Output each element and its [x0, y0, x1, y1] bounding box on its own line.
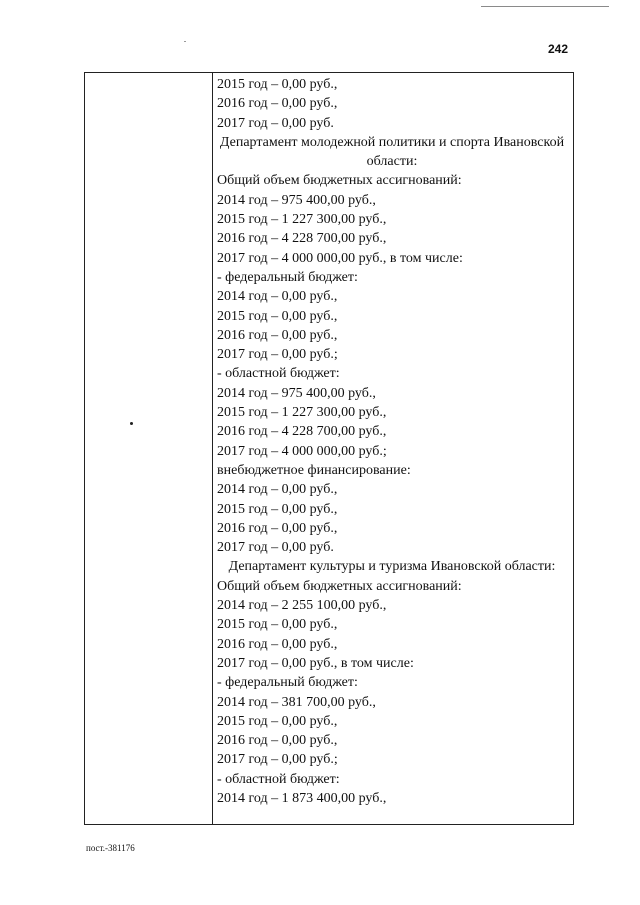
text-line: 2017 год – 4 000 000,00 руб.; — [217, 443, 387, 459]
footer-code: пост.-381176 — [86, 843, 135, 853]
text-line: 2014 год – 2 255 100,00 руб., — [217, 598, 387, 614]
top-rule — [481, 6, 609, 7]
text-line: 2017 год – 0,00 руб. — [217, 115, 334, 131]
text-line: 2015 год – 0,00 руб., — [217, 617, 338, 633]
text-line: Общий объем бюджетных ассигнований: — [217, 578, 462, 594]
text-line: 2016 год – 0,00 руб., — [217, 520, 338, 536]
text-line: 2016 год – 4 228 700,00 руб., — [217, 231, 387, 247]
scan-speck — [130, 422, 133, 425]
document-table — [84, 72, 574, 825]
text-line: 2015 год – 0,00 руб., — [217, 713, 338, 729]
page-number: 242 — [548, 42, 569, 56]
text-line: 2015 год – 0,00 руб., — [217, 77, 338, 92]
text-line: - федеральный бюджет: — [217, 269, 358, 285]
text-line: 2014 год – 1 873 400,00 руб., — [217, 790, 387, 806]
department-heading: Департамент культуры и туризма Ивановской области: — [228, 559, 556, 575]
text-line: 2017 год – 0,00 руб.; — [217, 752, 338, 768]
text-line: 2017 год – 0,00 руб., в том числе: — [217, 655, 414, 671]
text-line: 2014 год – 381 700,00 руб., — [217, 694, 376, 710]
text-line: 2017 год – 4 000 000,00 руб., в том числе: — [217, 250, 463, 266]
department-heading: Департамент молодежной политики и спорта Ивановской области: — [219, 134, 565, 170]
text-line: 2015 год – 0,00 руб., — [217, 501, 338, 517]
text-line: 2016 год – 0,00 руб., — [217, 327, 338, 343]
text-line: 2016 год – 4 228 700,00 руб., — [217, 424, 387, 440]
text-line: 2014 год – 975 400,00 руб., — [217, 192, 376, 208]
text-line: 2014 год – 0,00 руб., — [217, 289, 338, 305]
text-line: внебюджетное финансирование: — [217, 462, 411, 478]
text-line: 2016 год – 0,00 руб., — [217, 96, 338, 112]
text-line: 2017 год – 0,00 руб.; — [217, 347, 338, 363]
column-divider — [212, 73, 213, 824]
text-line: 2014 год – 975 400,00 руб., — [217, 385, 376, 401]
text-line: - областной бюджет: — [217, 366, 340, 382]
scan-mark — [184, 41, 186, 42]
text-line: 2017 год – 0,00 руб. — [217, 540, 334, 556]
text-line: 2015 год – 1 227 300,00 руб., — [217, 212, 387, 228]
text-line: Общий объем бюджетных ассигнований: — [217, 173, 462, 189]
funding-text — [217, 75, 567, 808]
text-line: 2015 год – 1 227 300,00 руб., — [217, 405, 387, 421]
text-line: - федеральный бюджет: — [217, 675, 358, 691]
text-line: 2016 год – 0,00 руб., — [217, 636, 338, 652]
text-line: - областной бюджет: — [217, 771, 340, 787]
text-line: 2014 год – 0,00 руб., — [217, 482, 338, 498]
text-line: 2016 год – 0,00 руб., — [217, 733, 338, 749]
text-line: 2015 год – 0,00 руб., — [217, 308, 338, 324]
